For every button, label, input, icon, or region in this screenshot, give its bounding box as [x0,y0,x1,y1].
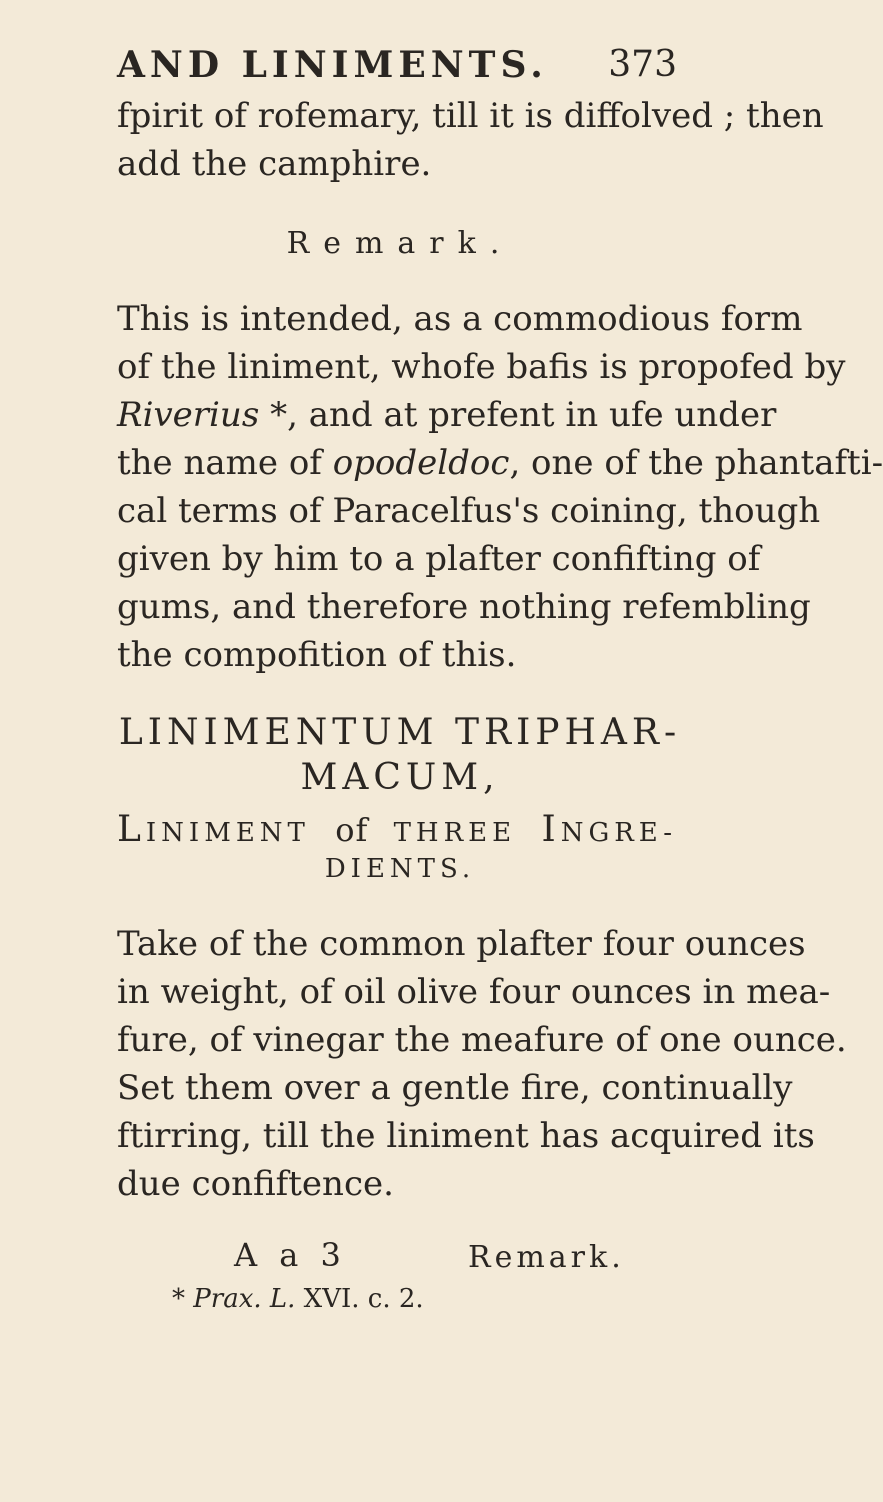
remark-line-1: This is intended, as a commodious form [117,299,803,339]
catchword: Remark. [468,1240,625,1275]
remark-line-2: of the liniment, whofe bafis is propofed by [117,347,846,387]
remark-line-6: given by him to a plafter confifting of [117,539,761,579]
opodeldoc-term: opodeldoc [332,443,510,483]
footnote: * Prax. L. XVI. c. 2. [172,1284,424,1314]
recipe-title-line-2: MACUM, [300,757,500,798]
intro-line-2: add the camphire. [117,144,432,184]
recipe-line-4: Set them over a gentle fire, continually [117,1068,793,1108]
remark-line-7: gums, and therefore nothing refembling [117,587,811,627]
recipe-line-3: fure, of vinegar the meafure of one ounce. [117,1020,847,1060]
remark-line-4-text: , one of the phantafti- [509,443,883,483]
remark-heading: Remark. [286,226,514,261]
page-number: 373 [608,44,677,85]
intro-line-1: fpirit of rofemary, till it is diffolved ; then [117,96,824,136]
remark-line-8: the compofition of this. [117,635,517,675]
signature-mark: A a 3 [234,1236,347,1274]
remark-line-5: cal terms of Paracelfus's coining, though [117,491,821,531]
recipe-line-1: Take of the common plafter four ounces [117,924,806,964]
remark-line-4-pre: the name of [117,443,333,483]
recipe-line-5: ftirring, till the liniment has acquired its [117,1116,815,1156]
subtitle-line-2: DIENTS. [324,854,476,884]
remark-line-3-text: *, and at prefent in ufe under [259,395,777,435]
recipe-title-line-1: LINIMENTUM TRIPHAR- [118,712,682,753]
subtitle-line-1: LINIMENT of THREE INGRE- [117,809,678,850]
running-title: AND LINIMENTS. [117,44,548,86]
recipe-line-6: due confiftence. [117,1164,394,1204]
author-name: Riverius [117,395,260,435]
recipe-line-2: in weight, of oil olive four ounces in mea- [117,972,831,1012]
